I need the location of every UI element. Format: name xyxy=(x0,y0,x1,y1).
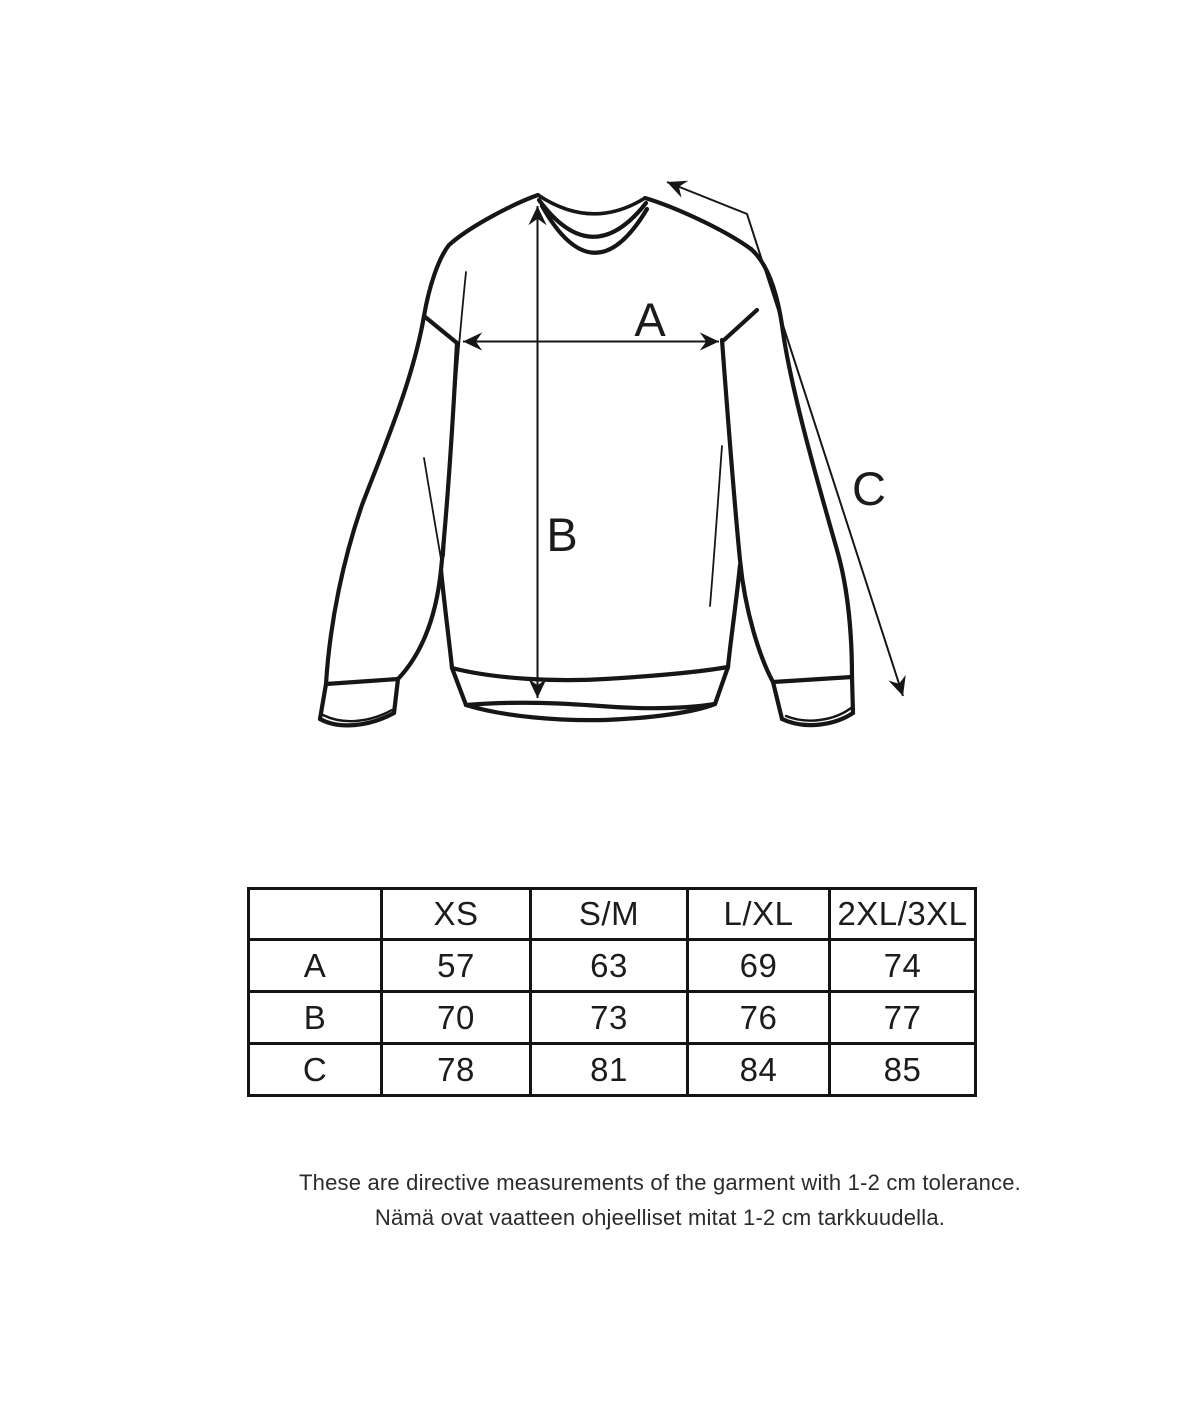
cell-value: 63 xyxy=(531,940,688,992)
left-sleeve xyxy=(326,245,457,684)
row-label: B xyxy=(249,992,382,1044)
body-left-edge xyxy=(441,570,452,668)
size-table-corner-cell xyxy=(249,889,382,940)
cell-value: 69 xyxy=(688,940,830,992)
tolerance-note xyxy=(0,1166,1200,1235)
row-label: C xyxy=(249,1044,382,1096)
right-sleeve xyxy=(722,249,852,682)
size-column-2xl3xl: 2XL/3XL xyxy=(830,889,976,940)
tolerance-note-en: These are directive measurements of the garment with 1-2 cm tolerance. xyxy=(299,1170,1021,1195)
measure-arrow-c xyxy=(667,182,903,696)
cell-value: 77 xyxy=(830,992,976,1044)
cell-value: 57 xyxy=(382,940,531,992)
table-row-a xyxy=(249,940,976,992)
cell-value: 70 xyxy=(382,992,531,1044)
cell-value: 73 xyxy=(531,992,688,1044)
size-table-header-row xyxy=(249,889,976,940)
sweatshirt-outline xyxy=(320,195,853,725)
measurement-arrows xyxy=(463,182,903,698)
cell-value: 81 xyxy=(531,1044,688,1096)
size-column-lxl: L/XL xyxy=(688,889,830,940)
table-row-b xyxy=(249,992,976,1044)
body-right-edge xyxy=(728,565,740,667)
cell-value: 76 xyxy=(688,992,830,1044)
right-cuff xyxy=(773,677,853,725)
left-shoulder xyxy=(449,195,538,245)
left-cuff xyxy=(320,679,398,725)
size-table xyxy=(247,887,977,1097)
label-chest-width: A xyxy=(634,293,666,346)
label-length: B xyxy=(546,508,578,561)
collar xyxy=(538,195,647,253)
cell-value: 74 xyxy=(830,940,976,992)
tolerance-note-fi: Nämä ovat vaatteen ohjeelliset mitat 1-2 cm tarkkuudella. xyxy=(374,1204,946,1230)
right-shoulder xyxy=(645,198,751,249)
label-sleeve-length: C xyxy=(852,462,886,515)
hem-band xyxy=(452,667,728,720)
table-row-c xyxy=(249,1044,976,1096)
cell-value: 84 xyxy=(688,1044,830,1096)
cell-value: 78 xyxy=(382,1044,531,1096)
size-column-sm: S/M xyxy=(531,889,688,940)
row-label: A xyxy=(249,940,382,992)
size-column-xs: XS xyxy=(382,889,531,940)
cell-value: 85 xyxy=(830,1044,976,1096)
